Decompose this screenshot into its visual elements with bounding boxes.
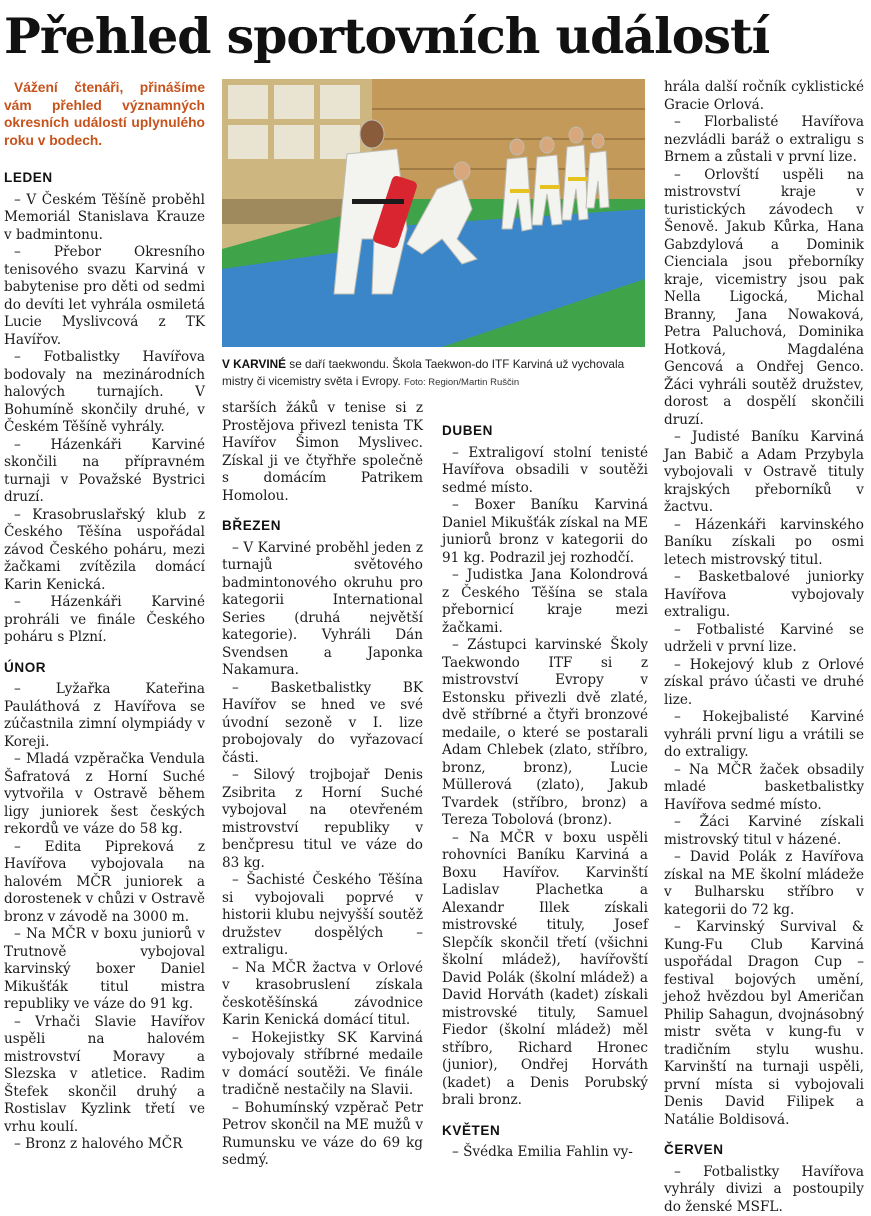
column-4 bbox=[664, 79, 864, 1216]
news-item: – Házenkáři Karviné prohráli ve finále Českého poháru s Plzní. bbox=[4, 594, 205, 647]
article-headline: Přehled sportovních událostí bbox=[4, 4, 769, 68]
news-item: – Bohumínský vzpěrač Petr Petrov skončil na ME mužů v Rumunsku ve váze do 69 kg sedmý. bbox=[222, 1100, 423, 1170]
section-heading-duben: DUBEN bbox=[442, 422, 648, 440]
news-item: – Silový trojbojař Denis Zsibrita z Horní Suché vybojoval na otevřeném mistrovství republiky v benčpresu titul ve váze do 83 kg. bbox=[222, 767, 423, 872]
news-item: – Fotbalistky Havířova bodovaly na mezinárodních halových turnajích. V Bohumíně skončily druhé, v Českém Těšíně vyhrály. bbox=[4, 349, 205, 437]
news-item: – Fotbalistky Havířova vyhrály divizi a postoupily do ženské MSFL. bbox=[664, 1164, 864, 1216]
news-item-continued: starších žáků v tenise si z Prostějova přivezl tenista TK Havířov Šimon Myslivec. Získal ji ve čtyřhře společně s domácím Patrikem Homolou. bbox=[222, 400, 423, 505]
news-item: – Přebor Okresního tenisového svazu Karviná v babytenise pro děti od sedmi do devíti let vyhrála osmiletá Lucie Myslivcová z TK Havířov. bbox=[4, 244, 205, 349]
news-item: – Žáci Karviné získali mistrovský titul v házené. bbox=[664, 814, 864, 849]
news-item: – Lyžařka Kateřina Pauláthová z Havířova se zúčastnila zimní olympiády v Koreji. bbox=[4, 681, 205, 751]
news-item: – Extraligoví stolní tenisté Havířova obsadili v soutěži sedmé místo. bbox=[442, 445, 648, 498]
section-heading-kveten: KVĚTEN bbox=[442, 1122, 648, 1140]
news-item: – Na MČR žactva v Orlové v krasobruslení získala českotěšínská závodnice Karin Kenická domácí titul. bbox=[222, 960, 423, 1030]
news-item: – Vrhači Slavie Havířov uspěli na halovém mistrovství Moravy a Slezska v atletice. Radim Štefek skončil druhý a Rostislav Kyzlink třetí ve vrhu koulí. bbox=[4, 1014, 205, 1137]
news-item: – Na MČR v boxu juniorů v Trutnově vybojoval karvinský boxer Daniel Mikušťák titul mistra republiky ve váze do 91 kg. bbox=[4, 926, 205, 1014]
news-item-continued: hrála další ročník cyklistické Gracie Orlová. bbox=[664, 79, 864, 114]
news-item: – Fotbalisté Karviné se udrželi v první lize. bbox=[664, 622, 864, 657]
taekwondo-photo bbox=[222, 79, 645, 347]
news-item: – Na MČR v boxu uspěli rohovníci Baníku Karviná a Boxu Havířov. Karvinští Ladislav Plachetka a Alexandr Illek získali mistrovské tituly, Josef Slepčík skončil třetí (všichni školní mládež), havířovští David Polák (školní mládež) a David Horváth (kadet) získali mistrovské tituly, Samuel Fiedor (školní mládež) měl stříbro, Richard Hronec (junior), Ondřej Horváth (kadet) a Denis Porubský brali bronz. bbox=[442, 830, 648, 1110]
caption-text: se daří taekwondu. Škola Taekwon-do ITF Karviná už vychovala mistry či vicemistry světa i Evropy. bbox=[222, 357, 624, 388]
news-item: – Basketbalistky BK Havířov se hned ve své úvodní sezoně v I. lize probojovaly do vyřazovací části. bbox=[222, 680, 423, 768]
news-item: – Hokejistky SK Karviná vybojovaly stříbrné medaile v domácí soutěži. Ve finále tradičně nestačily na Slavii. bbox=[222, 1030, 423, 1100]
news-item: – Na MČR žaček obsadily mladé basketbalistky Havířova sedmé místo. bbox=[664, 762, 864, 815]
news-item: – Judisté Baníku Karviná Jan Babič a Adam Przybyla vybojovali v Ostravě tituly krajských přeborníků v žactvu. bbox=[664, 429, 864, 517]
section-heading-brezen: BŘEZEN bbox=[222, 517, 423, 535]
news-item: – Zástupci karvinské Školy Taekwondo ITF si z mistrovství Evropy v Estonsku přivezli dvě zlaté, dvě stříbrné a čtyři bronzové medaile, o které se postarali Adam Chlebek (zlato, stříbro, bronz, bronz), Lucie Müllerová (zlato), Jakub Tvardek (stříbro, bronz) a Tereza Tobolová (bronz). bbox=[442, 637, 648, 830]
news-item: – Basketbalové juniorky Havířova vybojovaly extraligu. bbox=[664, 569, 864, 622]
column-2 bbox=[222, 400, 423, 1170]
news-item: – Mladá vzpěračka Vendula Šafratová z Horní Suché vytvořila v Ostravě během ligy juniorek šest českých rekordů ve váze do 58 kg. bbox=[4, 751, 205, 839]
news-item: – Boxer Baníku Karviná Daniel Mikušťák získal na ME juniorů bronz v kategorii do 91 kg. Podrazil jej rozhodčí. bbox=[442, 497, 648, 567]
news-item: – Šachisté Českého Těšína si vybojovali poprvé v historii klubu nejvyšší soutěž družstev dospělých – extraligu. bbox=[222, 872, 423, 960]
article-photo bbox=[222, 79, 645, 347]
section-heading-cerven: ČERVEN bbox=[664, 1141, 864, 1159]
news-item: – Házenkáři karvinského Baníku získali po osmi letech mistrovský titul. bbox=[664, 517, 864, 570]
news-item: – V Karviné proběhl jeden z turnajů světového badmintonového okruhu pro kategorii International Series (druhá největší kategorie). Vyhráli Dán Svendsen a Japonka Nakamura. bbox=[222, 540, 423, 680]
photo-caption bbox=[222, 356, 645, 391]
photo-credit: Foto: Region/Martin Ruščin bbox=[404, 377, 519, 388]
news-item: – Házenkáři Karviné skončili na přípravném turnaji v Považské Bystrici druzí. bbox=[4, 437, 205, 507]
news-item: – Edita Pipreková z Havířova vybojovala na halovém MČR juniorek a dorostenek v chůzi v Ostravě bronz v závodě na 3000 m. bbox=[4, 839, 205, 927]
article-lead: Vážení čtenáři, přinášíme vám přehled významných okresních událostí uplynulého roku v bodech. bbox=[4, 79, 205, 149]
news-item: – V Českém Těšíně proběhl Memoriál Stanislava Krauze v badmintonu. bbox=[4, 192, 205, 245]
news-item: – David Polák z Havířova získal na ME školní mládeže v Bulharsku stříbro v kategorii do 72 kg. bbox=[664, 849, 864, 919]
column-3 bbox=[442, 410, 648, 1162]
news-item: – Judistka Jana Kolondrová z Českého Těšína se stala přebornicí kraje mezi žačkami. bbox=[442, 567, 648, 637]
news-item: – Karvinský Survival & Kung-Fu Club Karviná uspořádal Dragon Cup – festival bojových umění, jehož hvězdou byl Američan Philip Sahagun, dvojnásobný mistr světa v kung-fu v tradičním stylu wushu. Karvinští na turnaji uspěli, první místa si vybojovali Denis David Filipek a Natálie Boldisová. bbox=[664, 919, 864, 1129]
news-item: – Bronz z halového MČR bbox=[4, 1136, 205, 1154]
news-item: – Orlovští uspěli na mistrovství kraje v turistických závodech v Šenově. Jakub Kůrka, Hana Gabzdylová a Dominik Cienciala jsou přeborníky kraje, vicemistry jsou pak Nella Ligocká, Michal Branny, Jana Nowaková, Petra Paluchová, Dominika Hotková, Magdaléna Gencová a Ondřej Genco. Žáci vyhráli soutěž družstev, dorost a dospělí skončili druzí. bbox=[664, 167, 864, 430]
news-item: – Hokejový klub z Orlové získal právo účasti ve druhé lize. bbox=[664, 657, 864, 710]
news-item: – Hokejbalisté Karviné vyhráli první ligu a vrátili se do extraligy. bbox=[664, 709, 864, 762]
section-heading-leden: LEDEN bbox=[4, 169, 205, 187]
column-1 bbox=[4, 79, 205, 1154]
news-item: – Florbalisté Havířova nezvládli baráž o extraligu s Brnem a zůstali v první lize. bbox=[664, 114, 864, 167]
news-item: – Krasobruslařský klub z Českého Těšína uspořádal závod Českého poháru, mezi žačkami zvítězila domácí Karin Kenická. bbox=[4, 507, 205, 595]
caption-lead: V KARVINÉ bbox=[222, 357, 286, 371]
news-item: – Švédka Emilia Fahlin vy- bbox=[442, 1144, 648, 1162]
section-heading-unor: ÚNOR bbox=[4, 659, 205, 677]
